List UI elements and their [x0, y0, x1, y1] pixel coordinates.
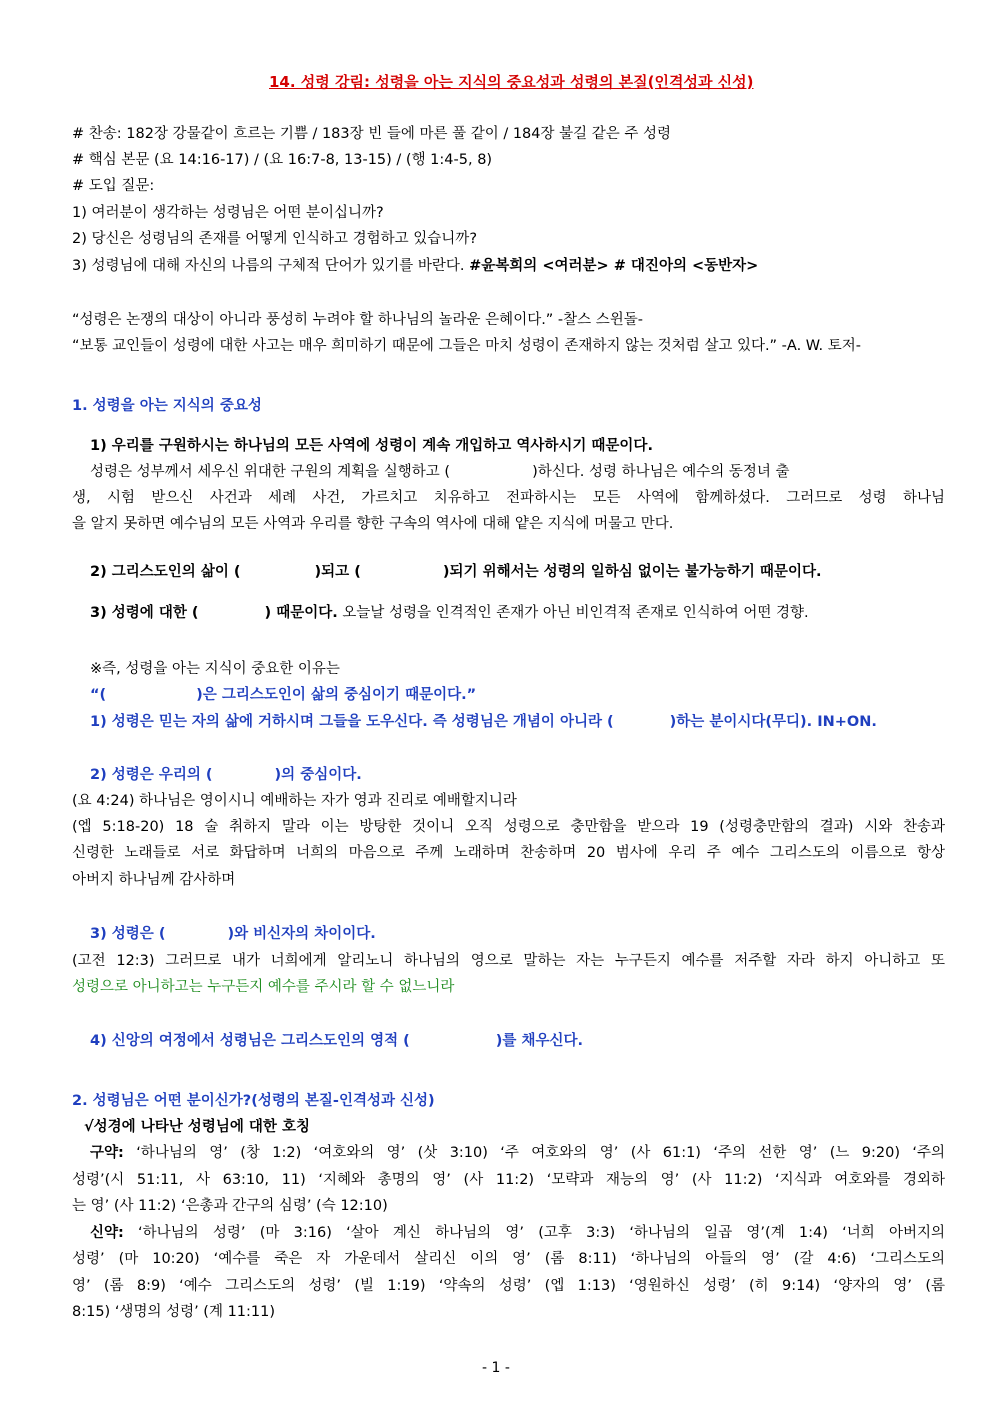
- verse-john-4-24: (요 4:24) 하나님은 영이시니 예배하는 자가 영과 진리로 예배할지니라: [72, 793, 517, 809]
- verse-eph-line-2: 신령한 노래들로 서로 화답하며 너희의 마음으로 주께 노래하며 찬송하며 20 범사에 우리 주 예수 그리스도의 이름으로 항상: [72, 845, 945, 861]
- reason-1-a: 1) 성령은 믿는 자의 삶에 거하시며 그들을 도우신다. 즉 성령님은 개념이 아니라 (: [90, 714, 614, 730]
- intro-question-3: [72, 256, 758, 276]
- point-3-b: ) 때문이다.: [264, 605, 338, 621]
- point-1-line-1-a: 성령은 성부께서 세우신 위대한 구원의 계획을 실행하고 (: [90, 464, 451, 480]
- reason-quote: [90, 685, 476, 705]
- reason-3-b: )와 비신자의 차이이다.: [227, 926, 376, 942]
- intro-question-1: 1) 여러분이 생각하는 성령님은 어떤 분이십니까?: [72, 205, 384, 221]
- reason-note: ※즉, 성령을 아는 지식이 중요한 이유는: [90, 661, 340, 677]
- verse-1cor-line-2: 성령으로 아니하고는 누구든지 예수를 주시라 할 수 없느니라: [72, 979, 455, 995]
- page-title: 14. 성령 강림: 성령을 아는 지식의 중요성과 성령의 본질(인격성과 신성): [269, 73, 754, 91]
- point-1-line-2: 생, 시험 받으신 사건과 세례 사건, 가르치고 치유하고 전파하시는 모든 사역에 함께하셨다. 그러므로 성령 하나님: [72, 490, 945, 506]
- core-text-line: # 핵심 본문 (요 14:16-17) / (요 16:7-8, 13-15) / (행 1:4-5, 8): [72, 152, 493, 168]
- reason-3-a: 3) 성령은 (: [90, 926, 166, 942]
- intro-question-3-songs: #윤복희의 <여러분> # 대진아의 <동반자>: [469, 258, 759, 274]
- verse-eph-line-1: (엡 5:18-20) 18 술 취하지 말라 이는 방탕한 것이니 오직 성령으로 충만함을 받으라 19 (성령충만함의 결과) 시와 찬송과: [72, 819, 945, 835]
- point-1-heading: 1) 우리를 구원하시는 하나님의 모든 사역에 성령이 계속 개입하고 역사하시기 때문이다.: [90, 438, 653, 454]
- point-2-b: )되고 (: [314, 564, 361, 580]
- nt-label: 신약:: [90, 1225, 124, 1241]
- reason-4-a: 4) 신앙의 여정에서 성령님은 그리스도인의 영적 (: [90, 1033, 410, 1049]
- nt-line-4: 8:15) ‘생명의 성령’ (계 11:11): [72, 1304, 276, 1320]
- page-number: - 1 -: [482, 1360, 510, 1376]
- reason-4-b: )를 채우신다.: [495, 1033, 583, 1049]
- verse-eph-line-3: 아버지 하나님께 감사하며: [72, 872, 236, 888]
- reason-2: [90, 765, 362, 785]
- point-1-line-1: [90, 462, 945, 482]
- reason-quote-b: )은 그리스도인이 삶의 중심이기 때문이다.”: [196, 687, 477, 703]
- nt-line-1-text: ‘하나님의 성령’ (마 3:16) ‘살아 계신 하나님의 영’ (고후 3:3) ‘하나님의 일곱 영’(계 1:4) ‘너희 아버지의: [138, 1225, 945, 1241]
- ot-line-1-text: ‘하나님의 영’ (창 1:2) ‘여호와의 영’ (삿 3:10) ‘주 여호와의 영’ (사 61:1) ‘주의 선한 영’ (느 9:20) ‘주의: [136, 1145, 945, 1161]
- point-2-c: )되기 위해서는 성령의 일하심 없이는 불가능하기 때문이다.: [442, 564, 822, 580]
- hymn-line: # 찬송: 182장 강물같이 흐르는 기쁨 / 183장 빈 들에 마른 풀 같이 / 184장 불길 같은 주 성령: [72, 126, 671, 142]
- quote-swindoll: “성령은 논쟁의 대상이 아니라 풍성히 누려야 할 하나님의 놀라운 은혜이다.” -찰스 스윈돌-: [72, 312, 644, 328]
- ot-line-2: 성령’(시 51:11, 사 63:10, 11) ‘지혜와 총명의 영’ (사 11:2) ‘모략과 재능의 영’ (사 11:2) ‘지식과 여호와를 경외하: [72, 1172, 945, 1188]
- reason-2-a: 2) 성령은 우리의 (: [90, 767, 213, 783]
- ot-label: 구약:: [90, 1145, 124, 1161]
- ot-line-3: 는 영’ (사 11:2) ‘은총과 간구의 심령’ (슥 12:10): [72, 1198, 388, 1214]
- section-2-subheading: √성경에 나타난 성령님에 대한 호칭: [84, 1119, 310, 1135]
- point-1-line-1-b: )하신다. 성령 하나님은 예수의 동정녀 출: [532, 464, 790, 480]
- intro-label: # 도입 질문:: [72, 178, 155, 194]
- nt-line-2: 성령’ (마 10:20) ‘예수를 죽은 자 가운데서 살리신 이의 영’ (롬 8:11) ‘하나님의 아들의 영’ (갈 4:6) ‘그리스도의: [72, 1251, 945, 1267]
- intro-question-2: 2) 당신은 성령님의 존재를 어떻게 인식하고 경험하고 있습니까?: [72, 231, 478, 247]
- reason-quote-a: “(: [90, 687, 107, 703]
- point-2: [90, 562, 821, 582]
- point-3-a: 3) 성령에 대한 (: [90, 605, 199, 621]
- reason-3: [90, 924, 376, 944]
- reason-1: [90, 712, 877, 732]
- verse-1cor-line-1: (고전 12:3) 그러므로 내가 너희에게 알리노니 하나님의 영으로 말하는 자는 누구든지 예수를 저주할 자라 하지 아니하고 또: [72, 953, 945, 969]
- point-1-line-3: 을 알지 못하면 예수님의 모든 사역과 우리를 향한 구속의 역사에 대해 얕은 지식에 머물고 만다.: [72, 516, 674, 532]
- nt-line-1: [90, 1223, 945, 1243]
- section-1-heading: 1. 성령을 아는 지식의 중요성: [72, 398, 262, 414]
- reason-1-b: )하는 분이시다(무디). IN+ON.: [669, 714, 877, 730]
- quote-tozer: “보통 교인들이 성령에 대한 사고는 매우 희미하기 때문에 그들은 마치 성령이 존재하지 않는 것처럼 살고 있다.” -A. W. 토저-: [72, 338, 861, 354]
- ot-line-1: [90, 1143, 945, 1163]
- section-2-heading: 2. 성령님은 어떤 분이신가?(성령의 본질-인격성과 신성): [72, 1093, 435, 1109]
- reason-2-b: )의 중심이다.: [274, 767, 362, 783]
- point-2-a: 2) 그리스도인의 삶이 (: [90, 564, 241, 580]
- intro-question-3-text: 3) 성령님에 대해 자신의 나름의 구체적 단어가 있기를 바란다.: [72, 258, 465, 274]
- point-3: [90, 603, 809, 623]
- nt-line-3: 영’ (롬 8:9) ‘예수 그리스도의 성령’ (빌 1:19) ‘약속의 성령’ (엡 1:13) ‘영원하신 성령’ (히 9:14) ‘양자의 영’ (롬: [72, 1278, 945, 1294]
- point-3-c: 오늘날 성령을 인격적인 존재가 아닌 비인격적 존재로 인식하여 어떤 경향.: [342, 605, 809, 621]
- reason-4: [90, 1031, 583, 1051]
